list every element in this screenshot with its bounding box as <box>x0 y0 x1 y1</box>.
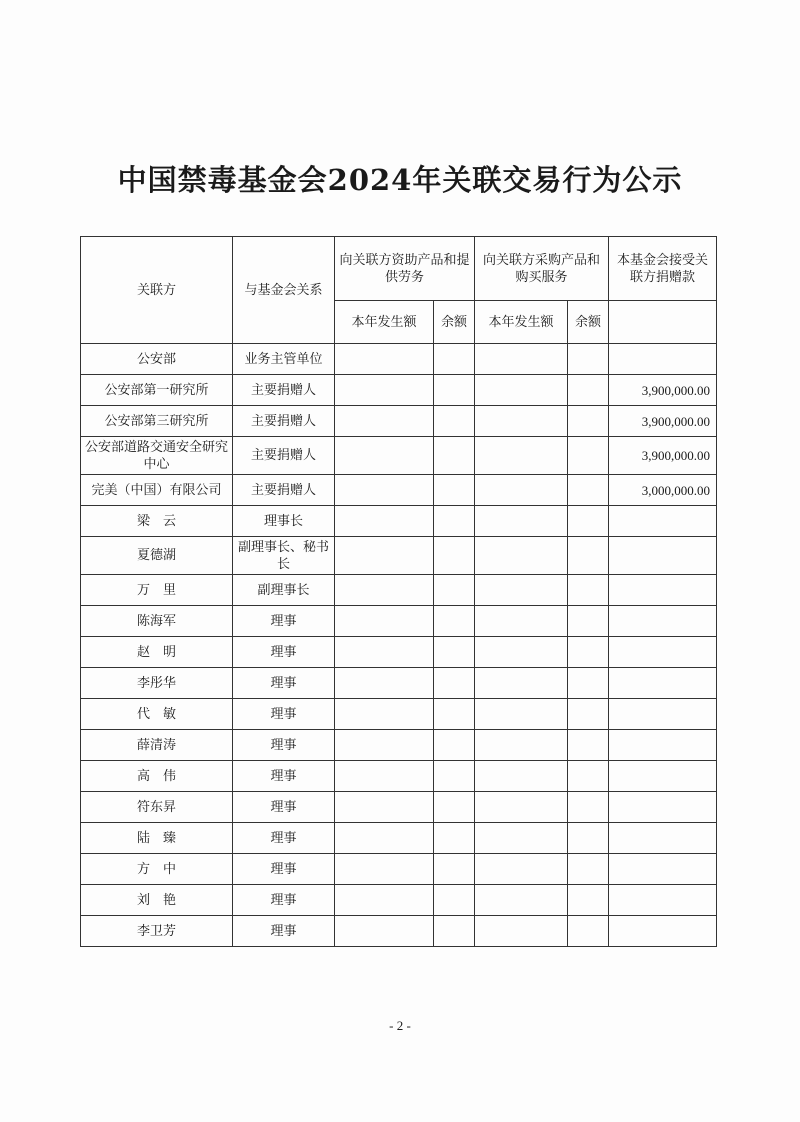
subheader-assist-amount: 本年发生额 <box>335 301 434 344</box>
party-cell: 李卫芳 <box>81 916 233 947</box>
donation-cell <box>609 885 717 916</box>
relation-cell: 主要捐赠人 <box>233 375 335 406</box>
assist-amount-cell <box>335 475 434 506</box>
assist-balance-cell <box>434 854 475 885</box>
purchase-balance-cell <box>568 699 609 730</box>
purchase-amount-cell <box>475 506 568 537</box>
assist-balance-cell <box>434 344 475 375</box>
assist-balance-cell <box>434 406 475 437</box>
purchase-amount-cell <box>475 575 568 606</box>
assist-amount-cell <box>335 375 434 406</box>
party-cell: 公安部道路交通安全研究中心 <box>81 437 233 475</box>
donation-cell <box>609 344 717 375</box>
party-cell: 公安部第一研究所 <box>81 375 233 406</box>
purchase-amount-cell <box>475 668 568 699</box>
purchase-amount-cell <box>475 537 568 575</box>
party-cell: 梁 云 <box>81 506 233 537</box>
donation-cell <box>609 575 717 606</box>
donation-cell <box>609 854 717 885</box>
purchase-amount-cell <box>475 761 568 792</box>
party-cell: 薛清涛 <box>81 730 233 761</box>
table-row <box>81 537 717 575</box>
header-party: 关联方 <box>81 237 233 344</box>
table-row <box>81 475 717 506</box>
party-cell: 刘 艳 <box>81 885 233 916</box>
purchase-balance-cell <box>568 916 609 947</box>
table-row <box>81 375 717 406</box>
header-assist: 向关联方资助产品和提供劳务 <box>335 237 475 301</box>
assist-balance-cell <box>434 606 475 637</box>
relation-cell: 理事 <box>233 916 335 947</box>
purchase-amount-cell <box>475 475 568 506</box>
subheader-purchase-balance: 余额 <box>568 301 609 344</box>
donation-cell <box>609 761 717 792</box>
purchase-balance-cell <box>568 475 609 506</box>
assist-amount-cell <box>335 344 434 375</box>
relation-cell: 理事 <box>233 637 335 668</box>
purchase-balance-cell <box>568 668 609 699</box>
relation-cell: 副理事长 <box>233 575 335 606</box>
assist-balance-cell <box>434 475 475 506</box>
table-row <box>81 637 717 668</box>
assist-amount-cell <box>335 699 434 730</box>
relation-cell: 理事 <box>233 823 335 854</box>
assist-amount-cell <box>335 606 434 637</box>
assist-amount-cell <box>335 637 434 668</box>
purchase-amount-cell <box>475 637 568 668</box>
party-cell: 代 敏 <box>81 699 233 730</box>
party-cell: 完美（中国）有限公司 <box>81 475 233 506</box>
donation-cell: 3,900,000.00 <box>609 437 717 475</box>
purchase-amount-cell <box>475 344 568 375</box>
purchase-balance-cell <box>568 344 609 375</box>
donation-cell <box>609 916 717 947</box>
purchase-balance-cell <box>568 575 609 606</box>
assist-amount-cell <box>335 575 434 606</box>
assist-amount-cell <box>335 885 434 916</box>
purchase-balance-cell <box>568 506 609 537</box>
table-row <box>81 730 717 761</box>
assist-amount-cell <box>335 437 434 475</box>
donation-cell <box>609 506 717 537</box>
party-cell: 方 中 <box>81 854 233 885</box>
document-title: 中国禁毒基金会2024年关联交易行为公示 <box>117 163 683 197</box>
assist-balance-cell <box>434 823 475 854</box>
table-row <box>81 699 717 730</box>
header-purchase: 向关联方采购产品和购买服务 <box>475 237 609 301</box>
relation-cell: 主要捐赠人 <box>233 475 335 506</box>
table-row <box>81 668 717 699</box>
donation-cell <box>609 699 717 730</box>
party-cell: 万 里 <box>81 575 233 606</box>
table-row <box>81 606 717 637</box>
assist-amount-cell <box>335 506 434 537</box>
party-cell: 李彤华 <box>81 668 233 699</box>
purchase-balance-cell <box>568 854 609 885</box>
party-cell: 公安部 <box>81 344 233 375</box>
purchase-balance-cell <box>568 606 609 637</box>
assist-balance-cell <box>434 761 475 792</box>
assist-balance-cell <box>434 668 475 699</box>
assist-balance-cell <box>434 885 475 916</box>
table-row <box>81 506 717 537</box>
purchase-amount-cell <box>475 699 568 730</box>
assist-amount-cell <box>335 668 434 699</box>
assist-amount-cell <box>335 537 434 575</box>
relation-cell: 理事长 <box>233 506 335 537</box>
party-cell: 高 伟 <box>81 761 233 792</box>
donation-cell <box>609 637 717 668</box>
assist-amount-cell <box>335 792 434 823</box>
relation-cell: 理事 <box>233 854 335 885</box>
party-cell: 陆 臻 <box>81 823 233 854</box>
assist-amount-cell <box>335 761 434 792</box>
purchase-balance-cell <box>568 885 609 916</box>
purchase-balance-cell <box>568 823 609 854</box>
purchase-balance-cell <box>568 761 609 792</box>
purchase-balance-cell <box>568 406 609 437</box>
relation-cell: 理事 <box>233 761 335 792</box>
assist-balance-cell <box>434 537 475 575</box>
purchase-amount-cell <box>475 823 568 854</box>
relation-cell: 主要捐赠人 <box>233 437 335 475</box>
purchase-amount-cell <box>475 375 568 406</box>
donation-cell: 3,900,000.00 <box>609 406 717 437</box>
table-row <box>81 406 717 437</box>
donation-cell <box>609 668 717 699</box>
subheader-purchase-amount: 本年发生额 <box>475 301 568 344</box>
assist-balance-cell <box>434 575 475 606</box>
table-row <box>81 854 717 885</box>
subheader-donation-blank <box>609 301 717 344</box>
assist-balance-cell <box>434 637 475 668</box>
party-cell: 陈海军 <box>81 606 233 637</box>
purchase-amount-cell <box>475 792 568 823</box>
party-cell: 公安部第三研究所 <box>81 406 233 437</box>
assist-balance-cell <box>434 437 475 475</box>
assist-balance-cell <box>434 375 475 406</box>
donation-cell: 3,900,000.00 <box>609 375 717 406</box>
donation-cell <box>609 792 717 823</box>
relation-cell: 理事 <box>233 668 335 699</box>
purchase-balance-cell <box>568 792 609 823</box>
purchase-balance-cell <box>568 637 609 668</box>
relation-cell: 业务主管单位 <box>233 344 335 375</box>
purchase-amount-cell <box>475 916 568 947</box>
table-row <box>81 885 717 916</box>
relation-cell: 理事 <box>233 606 335 637</box>
table-row <box>81 761 717 792</box>
assist-balance-cell <box>434 792 475 823</box>
page-number: - 2 - <box>389 1018 411 1033</box>
purchase-amount-cell <box>475 606 568 637</box>
relation-cell: 理事 <box>233 792 335 823</box>
table-row <box>81 916 717 947</box>
purchase-balance-cell <box>568 437 609 475</box>
subheader-assist-balance: 余额 <box>434 301 475 344</box>
donation-cell: 3,000,000.00 <box>609 475 717 506</box>
purchase-balance-cell <box>568 730 609 761</box>
table-header-row <box>81 237 717 301</box>
assist-amount-cell <box>335 854 434 885</box>
donation-cell <box>609 537 717 575</box>
assist-balance-cell <box>434 699 475 730</box>
assist-amount-cell <box>335 823 434 854</box>
purchase-balance-cell <box>568 537 609 575</box>
purchase-amount-cell <box>475 854 568 885</box>
purchase-amount-cell <box>475 885 568 916</box>
header-donation: 本基金会接受关联方捐赠款 <box>609 237 717 301</box>
table-row <box>81 575 717 606</box>
relation-cell: 理事 <box>233 699 335 730</box>
relation-cell: 主要捐赠人 <box>233 406 335 437</box>
purchase-amount-cell <box>475 406 568 437</box>
relation-cell: 理事 <box>233 885 335 916</box>
purchase-amount-cell <box>475 730 568 761</box>
assist-amount-cell <box>335 916 434 947</box>
donation-cell <box>609 606 717 637</box>
assist-balance-cell <box>434 506 475 537</box>
assist-balance-cell <box>434 916 475 947</box>
party-cell: 夏德湖 <box>81 537 233 575</box>
donation-cell <box>609 730 717 761</box>
relation-cell: 理事 <box>233 730 335 761</box>
assist-balance-cell <box>434 730 475 761</box>
assist-amount-cell <box>335 730 434 761</box>
table-row <box>81 792 717 823</box>
table-row <box>81 437 717 475</box>
party-cell: 赵 明 <box>81 637 233 668</box>
header-relation: 与基金会关系 <box>233 237 335 344</box>
party-cell: 符东昇 <box>81 792 233 823</box>
purchase-balance-cell <box>568 375 609 406</box>
donation-cell <box>609 823 717 854</box>
related-party-table <box>80 236 717 947</box>
table-row <box>81 823 717 854</box>
assist-amount-cell <box>335 406 434 437</box>
relation-cell: 副理事长、秘书长 <box>233 537 335 575</box>
purchase-amount-cell <box>475 437 568 475</box>
table-row <box>81 344 717 375</box>
